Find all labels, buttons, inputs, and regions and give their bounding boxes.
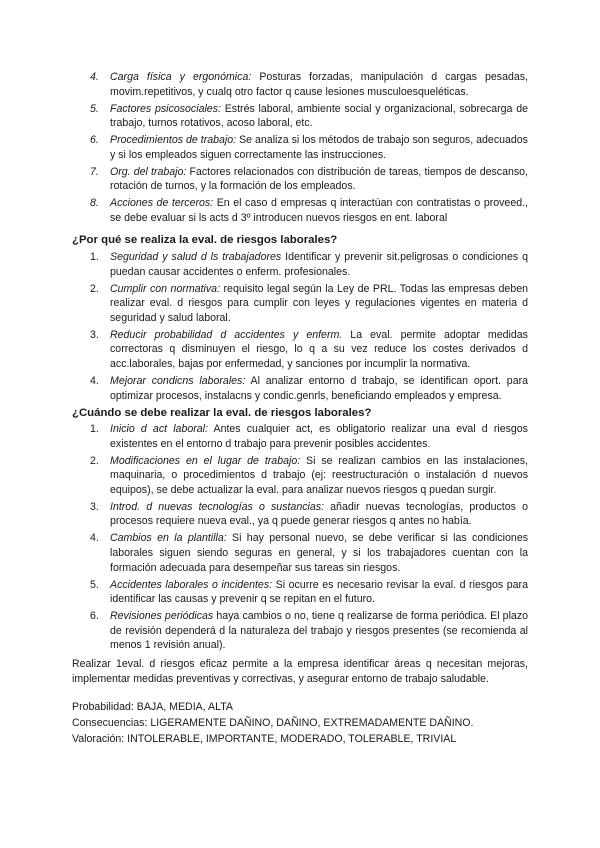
list-item xyxy=(72,374,528,403)
item-text: requisito legal según la Ley de PRL. Todas las empresas deben realizar eval. d riesgos para cumplir con leyes y regulaciones vigentes en materia d seguridad y salud laboral. xyxy=(110,282,529,324)
item-number: 4. xyxy=(90,374,99,387)
item-label: Mejorar condicns laborales: xyxy=(110,374,246,387)
list-item xyxy=(72,133,528,162)
factors-list xyxy=(72,70,528,228)
item-label: Cambios en la plantilla: xyxy=(110,532,227,545)
item-text: Si hay personal nuevo, se debe verificar si las condiciones laborales siguen siendo seguras en general, y si los trabajadores cuentan con la formación adecuada para desempeñar sus tareas sin riesgos. xyxy=(110,532,529,574)
item-number: 3. xyxy=(90,500,99,513)
section-heading-when: ¿Cuándo se debe realizar la eval. de riesgos laborales? xyxy=(72,407,372,419)
item-label: Org. del trabajo: xyxy=(110,165,187,178)
item-number: 2. xyxy=(90,282,99,295)
item-label: Introd. d nuevas tecnologías o sustancias: xyxy=(110,500,324,513)
item-number: 1. xyxy=(90,251,99,263)
section-heading-why: ¿Por qué se realiza la eval. de riesgos laborales? xyxy=(72,234,338,246)
item-label: Carga física y ergonómica: xyxy=(110,71,252,83)
scale-consecuencias: Consecuencias: LIGERAMENTE DAÑINO, DAÑINO, EXTREMADAMENTE DAÑINO. xyxy=(72,717,474,729)
list-item xyxy=(72,531,528,575)
item-label: Procedimientos de trabajo: xyxy=(110,134,237,147)
list-item xyxy=(72,578,528,607)
when-list xyxy=(72,422,528,655)
item-number: 8. xyxy=(90,197,99,210)
item-number: 6. xyxy=(90,610,99,623)
item-text: Estrés laboral, ambiente social y organizacional, sobrecarga de trabajo, turnos rotativos, acoso laboral, etc. xyxy=(110,102,528,130)
item-number: 2. xyxy=(90,454,99,467)
list-item xyxy=(72,196,528,225)
item-number: 3. xyxy=(90,328,99,341)
item-label: Inicio d act laboral: xyxy=(110,423,208,435)
item-number: 4. xyxy=(90,532,99,545)
item-label: Cumplir con normativa: xyxy=(110,282,221,295)
item-text: Identificar y prevenir sit.peligrosas o condiciones q puedan causar accidentes o enferm. profesionales. xyxy=(110,251,528,278)
item-text: añadir nuevas tecnologías, productos o procesos requiere nueva eval., ya q puede generar riesgos q antes no había. xyxy=(110,500,528,528)
list-item xyxy=(72,282,528,326)
list-item xyxy=(72,500,528,529)
item-text: Posturas forzadas, manipulación d cargas pesadas, movim.repetitivos, y cualq otro factor q cause lesiones musculoesqueléticas. xyxy=(110,71,528,98)
list-item xyxy=(72,609,528,653)
list-item xyxy=(72,454,528,498)
item-label: Factores psicosociales: xyxy=(110,102,221,115)
why-list xyxy=(72,250,528,406)
item-text: haya cambios o no, tiene q realizarse de forma periódica. El plazo de revisión dependerá d la naturaleza del trabajo y riesgos presentes (se recomienda al menos 1 revisión anual). xyxy=(110,610,529,652)
item-text: Antes cualquier act, es obligatorio realizar una eval d riesgos existentes en el entorno d trabajo para prevenir posibles accidentes. xyxy=(110,423,528,450)
item-label: Reducir probabilidad d accidentes y enferm. xyxy=(110,328,343,341)
list-item xyxy=(72,70,528,99)
item-number: 1. xyxy=(90,423,99,435)
item-number: 5. xyxy=(90,578,99,591)
item-text: Si se realizan cambios en las instalaciones, maquinaria, o procedimientos d trabajo (ej: reestructuración o instalación d nuevos equipos), se debe actualizar la eval. para analizar nuevos riesgos q puedan surgir. xyxy=(110,454,528,496)
scale-valoracion: Valoración: INTOLERABLE, IMPORTANTE, MODERADO, TOLERABLE, TRIVIAL xyxy=(72,733,457,745)
item-label: Seguridad y salud d ls trabajadores xyxy=(110,251,282,263)
list-item xyxy=(72,328,528,372)
item-number: 4. xyxy=(90,71,99,83)
list-item xyxy=(72,422,528,451)
item-number: 6. xyxy=(90,134,99,147)
item-text: Se analiza si los métodos de trabajo son seguros, adecuados y si los empleados siguen correctamente las instrucciones. xyxy=(110,134,528,161)
list-item xyxy=(72,250,528,279)
item-label: Accidentes laborales o incidentes: xyxy=(110,578,273,591)
scale-probabilidad: Probabilidad: BAJA, MEDIA, ALTA xyxy=(72,701,233,713)
item-text: Factores relacionados con distribución de tareas, tiempos de descanso, rotación de turnos, y la formación de los empleados. xyxy=(110,165,528,193)
item-text: En el caso d empresas q interactúan con contratistas o proveed., se debe evaluar si ls acts d 3º introducen nuevos riesgos en ent. laboral xyxy=(110,197,528,224)
list-item xyxy=(72,102,528,131)
item-number: 7. xyxy=(90,165,99,178)
item-number: 5. xyxy=(90,102,99,115)
item-label: Modificaciones en el lugar de trabajo: xyxy=(110,454,301,467)
list-item xyxy=(72,165,528,194)
item-label: Revisiones periódicas xyxy=(110,610,214,623)
item-text: La eval. permite adoptar medidas correctoras q disminuyen el riesgo, lo q a su vez reduce los costes derivados d acc.laborales, bajas por enfermedad, y sanciones por incumplir la normativa. xyxy=(110,328,528,370)
summary-paragraph: Realizar 1eval. d riesgos eficaz permite a la empresa identificar áreas q necesitan mejoras, implementar medidas preventivas y correctivas, y asegurar entorno de trabajo saludable. xyxy=(72,658,528,686)
item-text: Al analizar entorno d trabajo, se identifican oport. para optimizar procesos, instalacns y condic.genrls, beneficiando empleados y empresa. xyxy=(110,374,529,402)
item-text: Si ocurre es necesario revisar la eval. d riesgos para identificar las causas y prevenir q se repitan en el futuro. xyxy=(110,578,528,606)
item-label: Acciones de terceros: xyxy=(110,197,214,210)
